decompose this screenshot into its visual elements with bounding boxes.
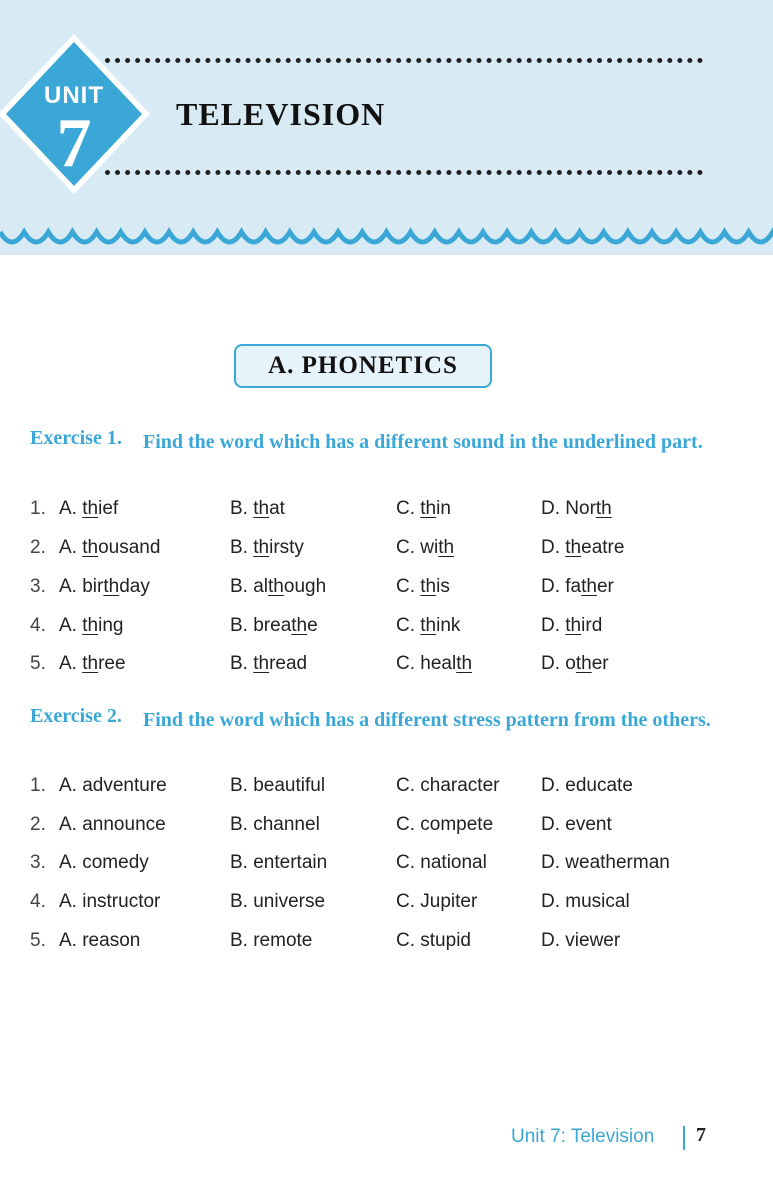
unit-number: 7 [56, 105, 92, 182]
answer-option: A. thousand [59, 537, 161, 558]
answer-option: A. thing [59, 615, 124, 636]
answer-option: C. national [396, 852, 487, 873]
footer-unit-title: Unit 7: Television [511, 1126, 655, 1147]
answer-option: C. with [396, 537, 455, 558]
question-number: 5. [30, 930, 46, 951]
answer-option: A. announce [59, 814, 166, 835]
unit-label: UNIT [44, 82, 104, 109]
answer-option: D. viewer [541, 930, 621, 951]
answer-option: D. event [541, 814, 612, 835]
question-number: 5. [30, 653, 46, 674]
answer-option: A. instructor [59, 891, 161, 912]
answer-option: A. comedy [59, 852, 149, 873]
section-heading-box [234, 344, 492, 388]
answer-option: C. health [396, 653, 473, 674]
question-number: 3. [30, 576, 46, 597]
dotted-rule-top [105, 58, 703, 63]
answer-option: D. third [541, 615, 603, 636]
answer-option: B. that [230, 498, 285, 519]
dotted-rule-bottom [105, 170, 703, 175]
question-number: 1. [30, 775, 46, 796]
answer-option: C. character [396, 775, 500, 796]
answer-option: D. North [541, 498, 612, 519]
answer-option: A. three [59, 653, 126, 674]
answer-option: A. birthday [59, 576, 150, 597]
answer-option: B. thirsty [230, 537, 304, 558]
answer-option: C. Jupiter [396, 891, 478, 912]
answer-option: B. channel [230, 814, 320, 835]
answer-option: A. reason [59, 930, 141, 951]
question-number: 4. [30, 615, 46, 636]
answer-option: D. musical [541, 891, 630, 912]
wave-border [0, 214, 773, 260]
unit-title: TELEVISION [176, 96, 386, 132]
footer-separator [683, 1126, 685, 1150]
page-number: 7 [696, 1124, 706, 1146]
question-number: 3. [30, 852, 46, 873]
question-number: 2. [30, 537, 46, 558]
question-number: 1. [30, 498, 46, 519]
answer-option: B. breathe [230, 615, 318, 636]
answer-option: D. theatre [541, 537, 625, 558]
answer-option: D. father [541, 576, 614, 597]
answer-option: C. compete [396, 814, 494, 835]
answer-option: C. thin [396, 498, 451, 519]
answer-option: A. thief [59, 498, 119, 519]
answer-option: D. other [541, 653, 609, 674]
exercise-instruction: Find the word which has a different sound in the underlined part. [143, 431, 703, 453]
exercise-label: Exercise 1. [30, 427, 122, 449]
section-title: A. PHONETICS [268, 352, 458, 379]
answer-option: C. stupid [396, 930, 471, 951]
question-number: 4. [30, 891, 46, 912]
answer-option: A. adventure [59, 775, 167, 796]
answer-option: B. remote [230, 930, 313, 951]
answer-option: B. entertain [230, 852, 328, 873]
answer-option: C. this [396, 576, 450, 597]
exercise-label: Exercise 2. [30, 705, 122, 727]
answer-option: D. educate [541, 775, 633, 796]
answer-option: B. although [230, 576, 327, 597]
answer-option: B. universe [230, 891, 326, 912]
answer-option: D. weatherman [541, 852, 670, 873]
exercise-instruction: Find the word which has a different stress pattern from the others. [143, 709, 711, 731]
answer-option: B. beautiful [230, 775, 326, 796]
answer-option: C. think [396, 615, 461, 636]
question-number: 2. [30, 814, 46, 835]
answer-option: B. thread [230, 653, 308, 674]
